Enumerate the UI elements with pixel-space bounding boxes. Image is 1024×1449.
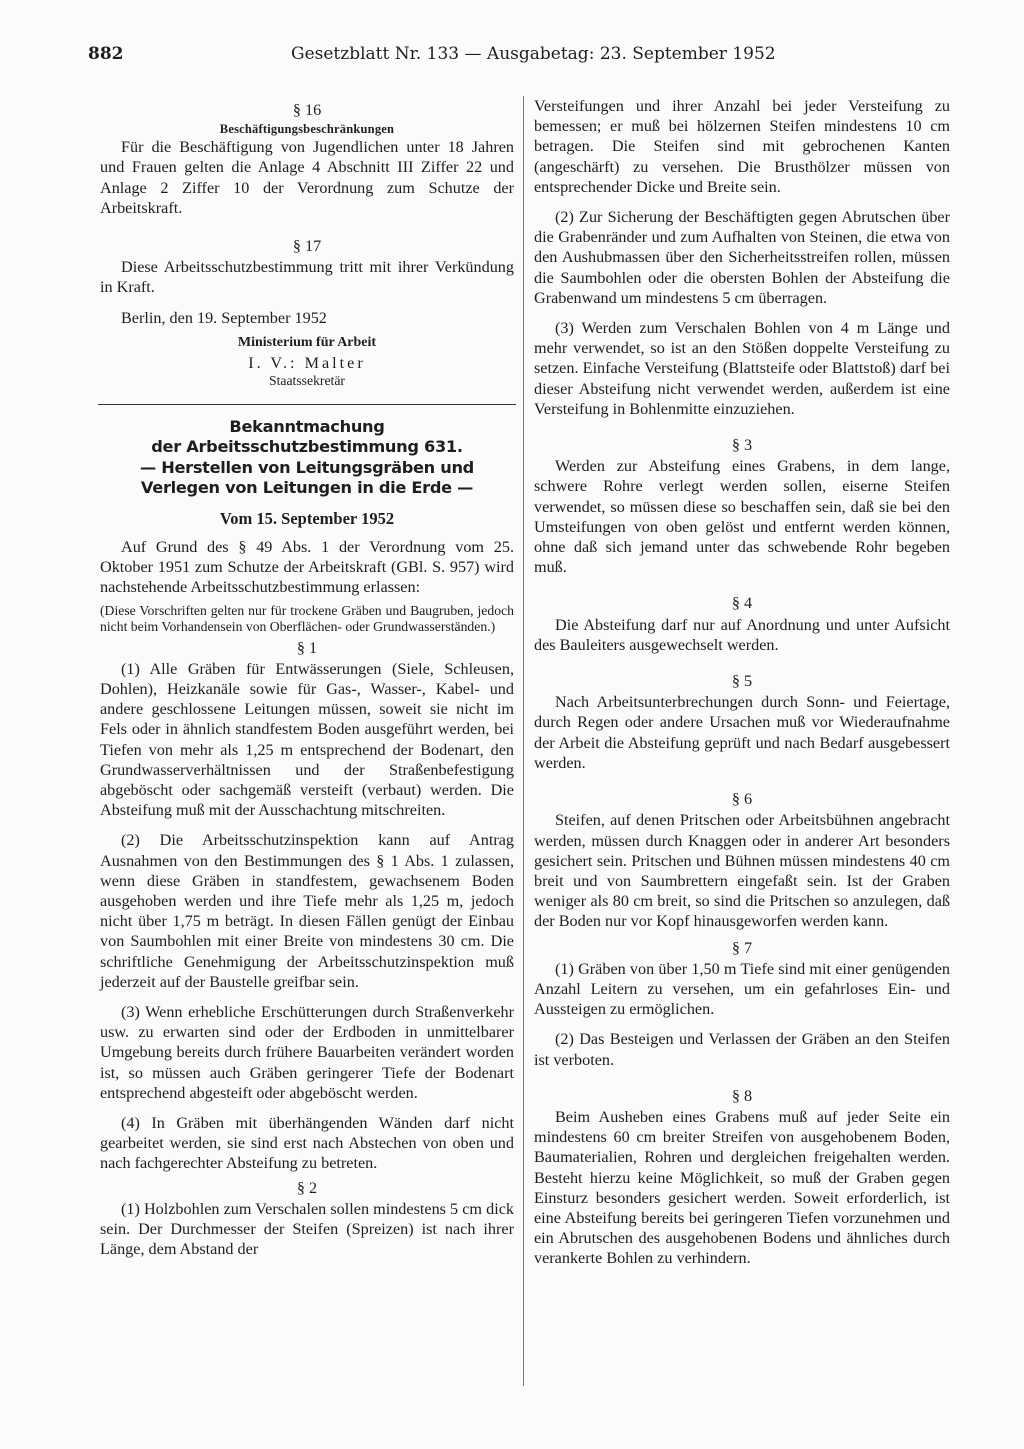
gazette-title: Gesetzblatt Nr. 133 — Ausgabetag: 23. September 1952 [291,44,776,64]
section-17-text: Diese Arbeitsschutzbestimmung tritt mit ihrer Verkündung in Kraft. [100,258,514,297]
section-6-label: § 6 [731,790,753,809]
signer-name: I. V.: Malter [248,354,366,373]
left-column [100,96,514,1259]
section-2-para-2: (2) Zur Sicherung der Beschäftigten gegen Abrutschen über die Grabenränder und zum Aufhalten von Steinen, die etwa von den Aushubmassen über den Sicherheitsstreifen rollen, müssen die Saumbohlen oder die obersten Bohlen der Absteifung die Grabenwand um mindestens 5 cm überragen. [534,208,950,307]
announcement-title-1: Bekanntmachung [229,416,385,436]
section-4-label: § 4 [731,594,753,613]
section-3-label: § 3 [731,436,753,455]
section-8-text: Beim Ausheben eines Grabens muß auf jeder Seite ein mindestens 60 cm breiter Streifen von ausgehobenem Boden, Baumaterialien, Rohren und dergleichen freigehalten werden. Besteht hierzu keine Möglichkeit, so muß der Graben gegen Einsturz besonders gesichert werden. Soweit erforderlich, ist eine Absteifung bereits bei geringeren Tiefen vorzunehmen und ein Abrutschen des ausgehobenen Bodens und ähnliches durch verankerte Bohlen zu verhindern. [534,1107,950,1268]
section-1-para-3: (3) Wenn erhebliche Erschütterungen durch Straßenverkehr usw. zu erwarten sind oder der Erdboden in unmittelbarer Umgebung bereits durch frühere Bauarbeiten verändert worden ist, so müssen auch Gräben geringerer Tiefe der Bodenart entsprechend abgesteift oder abgeböscht werden. [100,1003,514,1102]
announcement-title-2: der Arbeitsschutzbestimmung 631. [151,437,463,457]
section-17-label: § 17 [292,237,322,256]
section-2-para-1: (1) Holzbohlen zum Verschalen sollen mindestens 5 cm dick sein. Der Durchmesser der Steifen (Spreizen) ist nach ihrer Länge, dem Abstand der [100,1199,514,1259]
section-1-para-4: (4) In Gräben mit überhängenden Wänden darf nicht gearbeitet werden, sie sind erst nach Abstechen von oben und nach fachgerechter Absteifung zu betreten. [100,1114,514,1173]
section-5-label: § 5 [731,672,753,691]
section-7-para-2: (2) Das Besteigen und Verlassen der Gräben an den Steifen ist verboten. [534,1030,950,1069]
announcement-title-3: — Herstellen von Leitungsgräben und Verlegen von Leitungen in die Erde — [140,457,474,498]
signer-title: Staatssekretär [268,373,345,389]
section-rule [98,404,516,405]
scope-note: (Diese Vorschriften gelten nur für trockene Gräben und Baugruben, jedoch nicht beim Vorhandensein von Oberflächen- oder Grundwasserständen.) [100,602,514,635]
section-16-text: Für die Beschäftigung von Jugendlichen unter 18 Jahren und Frauen gelten die Anlage 4 Abschnitt III Ziffer 22 und Anlage 2 Ziffer 10 der Verordnung zum Schutze der Arbeitskraft. [100,138,514,217]
section-16-heading: Beschäftigungsbeschränkungen [219,122,395,137]
section-7-label: § 7 [731,938,753,957]
issuing-authority: Ministerium für Arbeit [237,334,377,350]
section-2-para-3: (3) Werden zum Verschalen Bohlen von 4 m Länge und mehr verwendet, so ist an den Stößen doppelte Versteifung zu setzen. Einfache Versteifung (Blattsteife oder Blattstoß) darf bei dieser Absteifung nicht verwendet werden, außerdem ist eine Versteifung in Bohlenmitte einzuziehen. [534,319,950,418]
section-5-text: Nach Arbeitsunterbrechungen durch Sonn- und Feiertage, durch Regen oder andere Ursachen muß vor Wiederaufnahme der Arbeit die Absteifung geprüft und nach Bedarf ausgebessert werden. [534,693,950,772]
page-number: 882 [88,44,124,64]
section-1-para-1: (1) Alle Gräben für Entwässerungen (Siele, Schleusen, Dohlen), Heizkanäle sowie für Gas-, Wasser-, Kabel- und andere geschlossene Leitungen müssen, soweit sie nicht im Fels oder in ähnlich standfestem Boden ausgeführt werden, bei Tiefen von mehr als 1,25 m entsprechend der Bodenart, den Grundwasserverhältnissen und der Straßenbefestigung abgeböscht oder sachgemäß versteift (verbaut) werden. Die Absteifung muß mit der Ausschachtung mitschreiten. [100,659,514,820]
section-2-label: § 2 [296,1178,318,1197]
section-6-text: Steifen, auf denen Pritschen oder Arbeitsbühnen angebracht werden, müssen durch Knaggen oder in anderer Art besonders gesichert sein. Pritschen und Bühnen müssen mindestens 40 cm breit und von Saumbrettern eingefaßt sein. Ist der Graben weniger als 80 cm breit, so sind die Pritschen so anzulegen, daß der Boden nur vor Kopf hinausgeworfen werden kann. [534,811,950,931]
section-1-label: § 1 [296,638,318,657]
right-column [534,96,950,1269]
section-3-text: Werden zur Absteifung eines Grabens, in dem lange, schwere Rohre verlegt werden sollen, eiserne Steifen verwendet, so müssen diese so beschaffen sein, daß sie bei den Umsteifungen von oben gelöst und entfernt werden können, ohne daß sich jemand unter das schwebende Rohr begeben muß. [534,457,950,577]
page-header [88,40,774,70]
place-date: Berlin, den 19. September 1952 [121,308,327,327]
announcement-date: Vom 15. September 1952 [219,508,395,528]
column-divider [523,96,524,1386]
intro-text: Auf Grund des § 49 Abs. 1 der Verordnung vom 25. Oktober 1951 zum Schutze der Arbeitskraft (GBl. S. 957) wird nachstehende Arbeitsschutzbestimmung erlassen: [100,537,514,597]
section-7-para-1: (1) Gräben von über 1,50 m Tiefe sind mit einer genügenden Anzahl Leitern zu versehen, um ein gefahrloses Ein- und Aussteigen zu ermöglichen. [534,959,950,1019]
section-1-para-2: (2) Die Arbeitsschutzinspektion kann auf Antrag Ausnahmen von den Bestimmungen des § 1 Abs. 1 zulassen, wenn diese Gräben in standfestem, gewachsenem Boden ausgehoben werden und ihre Tiefe mehr als 1,25 m, jedoch nicht über 1,75 m beträgt. In diesen Fällen genügt der Einbau von Saumbohlen mit einer Breite von mindestens 30 cm. Die schriftliche Genehmigung der Arbeitsschutzinspektion muß jederzeit auf der Baustelle greifbar sein. [100,831,514,991]
section-8-label: § 8 [731,1086,753,1105]
section-16-label: § 16 [292,101,322,119]
section-4-text: Die Absteifung darf nur auf Anordnung und unter Aufsicht des Bauleiters ausgewechselt werden. [534,615,950,654]
section-2-continuation: Versteifungen und ihrer Anzahl bei jeder Versteifung zu bemessen; er muß bei hölzernen Steifen mindestens 10 cm betragen. Die Steifen sind mit gebrochenen Kanten (angeschärft) zu versehen. Die Brusthölzer müssen von entsprechender Dicke und Breite sein. [534,97,950,196]
